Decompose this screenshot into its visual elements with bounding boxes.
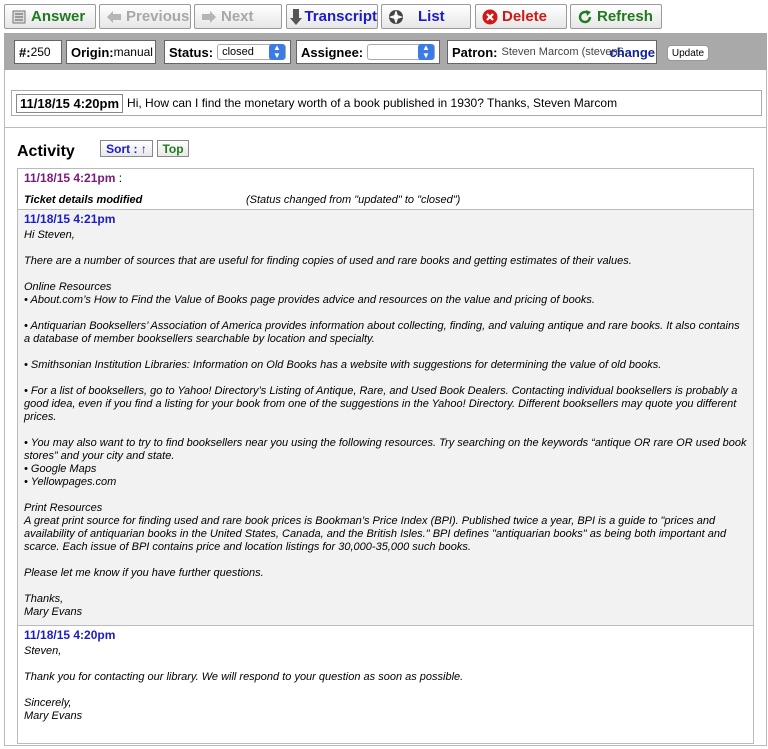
- question-row: [11, 90, 762, 116]
- msg-yellowpages: • Yellowpages.com: [24, 476, 117, 488]
- question-text: Hi, How can I find the monetary worth of a book published in 1930? Thanks, Steven Marcom: [127, 96, 618, 110]
- top-button[interactable]: Top: [157, 140, 189, 157]
- patron-value: Steven Marcom (steven6: [501, 46, 624, 58]
- arrow-left-icon: [106, 9, 122, 25]
- origin-box: [66, 40, 156, 64]
- ticket-id-value: 250: [30, 45, 51, 59]
- msg-signoff: Sincerely,: [24, 697, 72, 709]
- assignee-box: [296, 40, 440, 64]
- refresh-label: Refresh: [597, 8, 653, 25]
- msg-abaa: • Antiquarian Booksellers’ Association of America provides information about collecting, finding, and valuing antique and rare books. It also contains a database of member booksellers searchable by location and specialty.: [24, 320, 740, 345]
- ticket-id-box: [14, 40, 62, 64]
- patron-box: [447, 40, 657, 64]
- status-label: Status:: [169, 44, 214, 60]
- status-select[interactable]: [217, 44, 286, 60]
- msg-print-heading: Print Resources: [24, 502, 103, 514]
- list-label: List: [418, 8, 445, 25]
- msg-yahoo: • For a list of booksellers, go to Yahoo! Directory’s Listing of Antique, Rare, and Used Book Dealers. Contacting individual booksellers is probably a good idea, even if you find a listing for your book from one of the suggestions in the Yahoo! Directory. Different booksellers may quote you different prices.: [24, 385, 738, 423]
- status-value: closed: [222, 46, 254, 58]
- entry-time: 11/18/15 4:21pm: [24, 212, 116, 226]
- ticket-id-label: #:: [19, 44, 31, 60]
- patron-label: Patron:: [452, 44, 498, 60]
- origin-label: Origin:: [71, 44, 114, 60]
- list-button[interactable]: [381, 4, 471, 29]
- arrow-down-icon: [290, 9, 302, 25]
- activity-entry-status-change: [17, 168, 754, 210]
- question-time: 11/18/15 4:20pm: [16, 94, 123, 113]
- delete-x-icon: [482, 9, 498, 25]
- transcript-button[interactable]: [286, 4, 378, 29]
- entry-message: [24, 645, 747, 723]
- status-box: [164, 40, 291, 64]
- entry-time: 11/18/15 4:21pm: [24, 171, 116, 185]
- select-arrows-icon: ▲ ▼: [418, 44, 434, 60]
- update-button[interactable]: Update: [667, 45, 709, 61]
- msg-greeting: Steven,: [24, 645, 62, 657]
- document-lines-icon: [11, 9, 27, 25]
- msg-greeting: Hi Steven,: [24, 229, 75, 241]
- answer-label: Answer: [31, 8, 86, 25]
- msg-thanks: Thanks,: [24, 593, 64, 605]
- msg-signature: Mary Evans: [24, 710, 83, 722]
- entry-message: [24, 229, 747, 619]
- answer-button[interactable]: [4, 4, 96, 29]
- msg-signature: Mary Evans: [24, 606, 83, 618]
- msg-bpi: A great print source for finding used and rare book prices is Bookman’s Price Index (BPI). Published twice a year, BPI is a guide to "prices and availability of antiquarian books in the United States, Canada, and the British Isles." BPI defines "antiquarian books" as being both important and scarce. Each issue of BPI contains price and location listings for 30,000-35,000 such books.: [24, 515, 727, 553]
- msg-intro: There are a number of sources that are useful for finding copies of used and rare books and getting estimates of their values.: [24, 255, 632, 267]
- msg-nearby: • You may also want to try to find booksellers near you using the following resources. Try searching on the keywords “antique OR rare OR used book stores” and your city and state.: [24, 437, 747, 462]
- previous-button[interactable]: [99, 4, 191, 29]
- refresh-button[interactable]: [570, 4, 662, 29]
- entry-modified-note: (Status changed from "updated" to "closed"): [246, 194, 461, 206]
- origin-value: manual: [113, 45, 153, 59]
- ticket-filter-bar: [4, 33, 767, 70]
- change-patron-link[interactable]: change: [609, 44, 656, 60]
- sort-button[interactable]: Sort : ↑: [100, 140, 153, 157]
- entry-modified-label: Ticket details modified: [24, 194, 143, 206]
- select-arrows-icon: ▲ ▼: [269, 44, 285, 60]
- delete-label: Delete: [502, 8, 548, 25]
- entry-timestamp: [24, 172, 747, 185]
- life-ring-icon: [388, 9, 404, 25]
- refresh-icon: [577, 9, 593, 25]
- next-label: Next: [221, 8, 254, 25]
- activity-entry-auto-reply: [17, 626, 754, 744]
- msg-body: Thank you for contacting our library. We will respond to your question as soon as possible.: [24, 671, 464, 683]
- transcript-label: Transcript: [304, 8, 377, 25]
- msg-about: • About.com’s How to Find the Value of Books page provides advice and resources on the value and pricing of books.: [24, 294, 595, 306]
- msg-google: • Google Maps: [24, 463, 97, 475]
- assignee-select[interactable]: [367, 44, 435, 60]
- activity-panel: [4, 128, 767, 746]
- msg-online-heading: Online Resources: [24, 281, 112, 293]
- activity-title: Activity: [17, 143, 75, 160]
- activity-entries: [17, 168, 754, 744]
- arrow-right-icon: [201, 9, 217, 25]
- msg-smithsonian: • Smithsonian Institution Libraries: Information on Old Books has a website with suggestions for determining the value of old books.: [24, 359, 662, 371]
- activity-entry-answer: [17, 210, 754, 626]
- next-button[interactable]: [194, 4, 282, 29]
- question-panel: [4, 70, 767, 128]
- msg-closing: Please let me know if you have further questions.: [24, 567, 264, 579]
- previous-label: Previous: [126, 8, 190, 25]
- entry-time: 11/18/15 4:20pm: [24, 628, 116, 642]
- delete-button[interactable]: [475, 4, 567, 29]
- entry-time-suffix: :: [115, 171, 123, 185]
- assignee-label: Assignee:: [301, 44, 364, 60]
